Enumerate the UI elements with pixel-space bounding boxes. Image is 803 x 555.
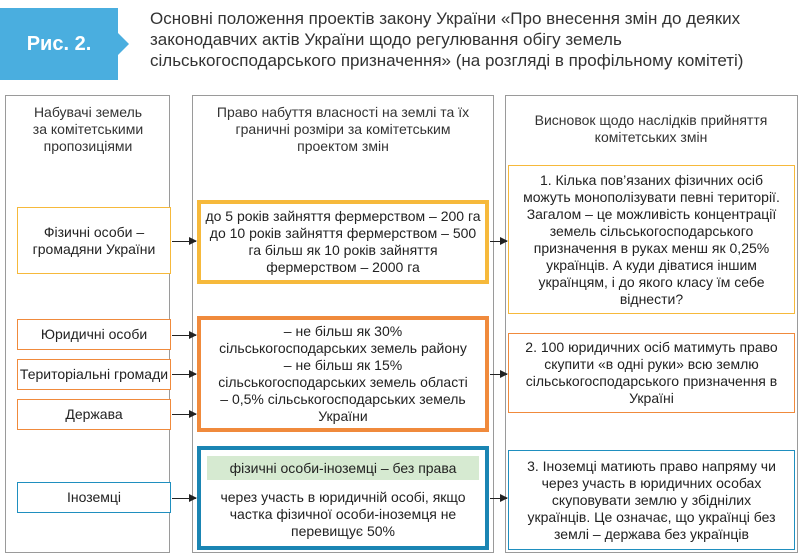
- buyer-state: [17, 399, 171, 430]
- arrow-communities-to-rights: [172, 374, 196, 375]
- arrow-rights-to-conclusion-2: [490, 374, 507, 375]
- rights-legal: [197, 316, 489, 432]
- buyer-physical-label: Фізичні особи – громадяни України: [32, 223, 156, 257]
- arrow-rights-to-conclusion-1: [490, 241, 507, 242]
- conclusion-2-text: 2. 100 юридичних осіб матимуть право скупити «в одні руки» всю землю сільськогосподарського призначення в Україні: [525, 339, 778, 406]
- arrow-foreigners-to-rights: [172, 498, 196, 499]
- buyer-physical: [17, 207, 171, 274]
- column-header-rights: Право набуття власності на землі та їх граничні розміри за комітетським проектом змін: [216, 104, 470, 154]
- rights-foreigners-via-legal: [207, 486, 479, 542]
- rights-foreigners-bottom-text: через участь в юридичній особі, якщо частка фізичної особи-іноземця не перевищує 50%: [220, 488, 466, 539]
- buyer-communities-label: Територіальні громади: [19, 366, 169, 382]
- arrow-state-to-rights: [172, 414, 196, 415]
- conclusion-1-text: 1. Кілька пов’язаних фізичних осіб можуть монополізувати певні території. Загалом – це можливість концентрації земель сільськогосподарського призначення в руках менш як 0,25% українців. А куди діватися іншим українцям, і до якого класу їм себе віднести?: [523, 171, 780, 307]
- rights-foreigners: [197, 446, 489, 550]
- arrow-rights-to-conclusion-3: [490, 498, 507, 499]
- buyer-legal: [17, 319, 171, 350]
- figure-badge: [0, 8, 118, 80]
- column-header-conclusions: Висновок щодо наслідків прийняття комітетських змін: [534, 112, 768, 145]
- conclusion-2: [508, 333, 795, 413]
- arrow-physical-to-rights: [172, 241, 196, 242]
- buyer-foreigners-label: Іноземці: [66, 489, 122, 505]
- buyer-legal-label: Юридичні особи: [40, 326, 148, 342]
- figure-title: Основні положення проектів закону України «Про внесення змін до деяких законодавчих актів України щодо регулювання обігу земель сільськогосподарського призначення» (на розгляді в профільному комітеті): [150, 9, 744, 70]
- buyer-state-label: Держава: [65, 406, 123, 422]
- conclusion-3: [508, 450, 795, 550]
- conclusion-3-text: 3. Іноземці матиють право напряму чи через участь в юридичних особах скуповувати землю у збіднілих українців. Це означає, що українці без землі – держава без українців: [527, 457, 776, 542]
- figure-badge-label: Рис. 2.: [26, 32, 92, 55]
- rights-physical-text: до 5 років зайняття фермерством – 200 га до 10 років зайняття фермерством – 500 га більш як 10 років зайняття фермерством – 2000 га: [205, 208, 481, 275]
- rights-physical: [197, 200, 489, 284]
- arrow-legal-to-rights: [172, 335, 196, 336]
- column-header-buyers: Набувачі земель за комітетськими пропозиціями: [32, 104, 144, 154]
- rights-foreigners-no-right: [207, 456, 479, 480]
- badge-arrow: [118, 33, 129, 55]
- rights-legal-text: – не більш як 30% сільськогосподарських земель району – не більш як 15% сільськогосподарських земель області – 0,5% сільськогосподарських земель України: [218, 323, 468, 424]
- rights-foreigners-top-text: фізичні особи-іноземці – без права: [229, 459, 457, 476]
- buyer-communities: [17, 359, 171, 390]
- conclusion-1: [508, 165, 795, 314]
- buyer-foreigners: [17, 482, 171, 513]
